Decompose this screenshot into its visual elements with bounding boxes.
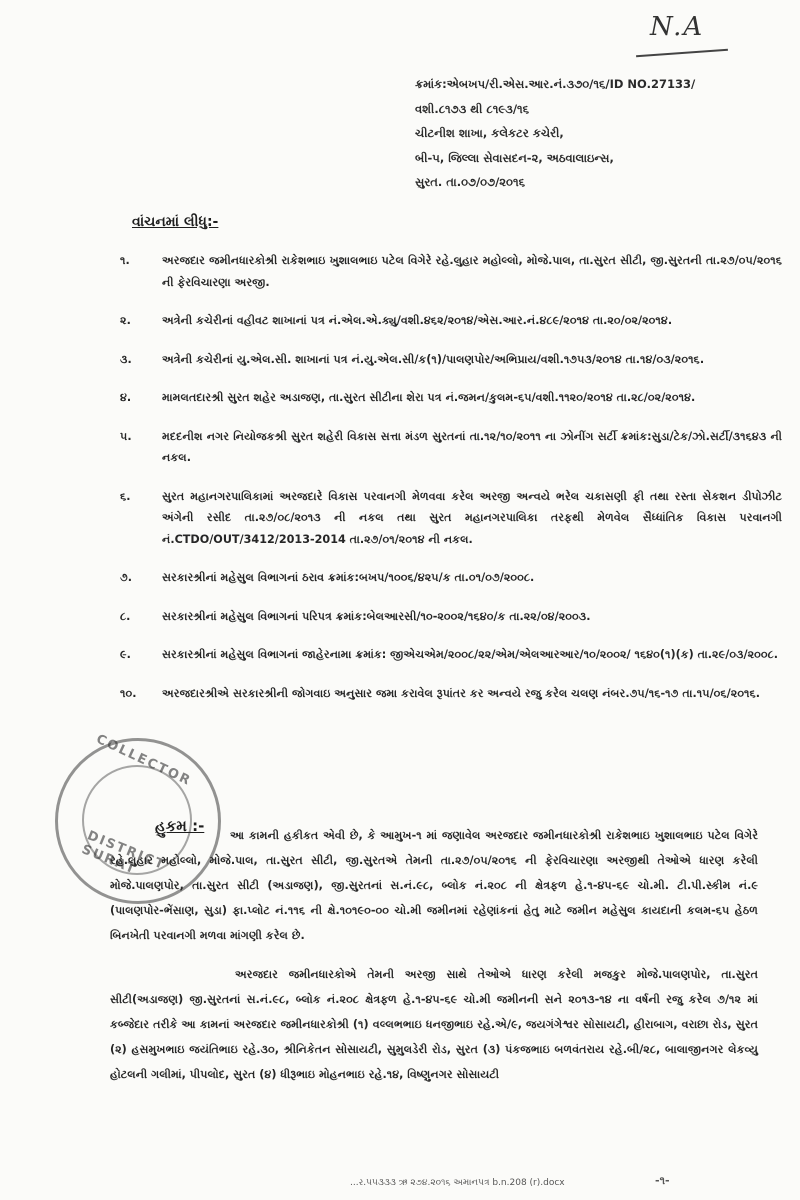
item-number: ૭. — [120, 571, 133, 584]
header-address: બી-૫, જિલ્લા સેવાસદન-૨, અઠવાલાઇન્સ, — [415, 150, 614, 165]
item-text: સરકારશ્રીનાં મહેસુલ વિભાગનાં ઠરાવ ક્રમાંક:બખપ/૧૦૦૬/૪૨૫/ક તા.૦૧/૦૭/૨૦૦૮. — [162, 571, 535, 584]
list-item — [112, 426, 782, 469]
header-inward-number: વશી.૮૧૭૩ થી ૮૧૯૩/૧૬ — [415, 101, 530, 116]
header-branch: ચીટનીશ શાખા, કલેકટર કચેરી, — [415, 126, 564, 140]
item-number: ૧૦. — [120, 686, 137, 700]
item-number: ૨. — [120, 314, 131, 327]
footer-file-name: ...ર.૫૫૩૩૩ ઋ ૨૭૪.૨૦૧૬ અમાનપત્ર b.n.208 (r).docx — [350, 1178, 565, 1188]
handwritten-underline — [636, 49, 728, 57]
item-number: ૩. — [120, 352, 132, 366]
item-text: અત્રેની કચેરીનાં યુ.એલ.સી. શાખાનાં પત્ર નં.યુ.એલ.સી/ક(૧)/પાલણપોર/અભિપ્રાય/વશી.૧૭૫૩/૨૦૧૪ તા.૧૪/૦૩/૨૦૧૬. — [162, 352, 705, 366]
item-number: ૮. — [120, 609, 131, 623]
item-text: મદદનીશ નગર નિયોજકશ્રી સુરત શહેરી વિકાસ સત્તા મંડળ સુરતનાં તા.૧૨/૧૦/૨૦૧૧ ના ઝોનીંગ સર્ટી ક્રમાંક:સુડા/ટેક/ઝો.સર્ટી/૩૧૬૪૩ ની નકલ. — [162, 429, 782, 464]
order-heading: હુકમ :- — [155, 817, 205, 835]
stamp-bottom-text: DISTRICT SURAT — [79, 828, 168, 878]
order-paragraph-2: અરજદાર જમીનધારકોએ તેમની અરજી સાથે તેઓએ ધારણ કરેલી મજકુર મોજે.પાલણપોર, તા.સુરત સીટી(અડાજણ) જી.સુરતનાં સ.નં.૯૮, બ્લોક નં.૨૦૮ ક્ષેત્રફળ હે.૧-૪૫-૬૯ ચો.મી જમીનની સને ૨૦૧૩-૧૪ ના વર્ષની રજુ કરેલ ૭/૧૨ માં કબ્જેદાર તરીકે આ કામનાં અરજદાર જમીનધારકોશ્રી (૧) વલ્લભભાઇ ધનજીભાઇ રહે.એ/૯, જયગંગેશ્વર સોસાયટી, હીરાબાગ, વરાછા રોડ, સુરત (૨) હસમુખભાઇ જયંતિભાઇ રહે.૩૦, શ્રીનિકેતન સોસાયટી, સુમુલડેરી રોડ, સુરત (૩) પંકજભાઇ બળવંતરાય રહે.બી/૨૮, બાલાજીનગર લેકવ્યુ હોટલની ગલીમાં, પીપલોદ, સુરત (૪) ધીરૂભાઇ મોહનભાઇ રહે.૧૪, વિષ્ણુનગર સોસાયટી — [110, 968, 758, 1081]
header-reference-number: ક્રમાંક:એબખપ/રી.એસ.આર.નં.૩૭૦/૧૬/ID NO.27133/ — [415, 77, 696, 91]
list-item — [112, 644, 782, 666]
item-text: સરકારશ્રીનાં મહેસુલ વિભાગનાં જાહેરનામા ક્રમાંક: જીએચએમ/૨૦૦૮/૨૨/એમ/એલઆરઆર/૧૦/૨૦૦૨/ ૧૬૪૦(૧)(ક) તા.૨૯/૦૩/૨૦૦૮. — [162, 648, 779, 661]
list-item — [112, 349, 782, 371]
read-heading: વાંચનમાં લીધુ:- — [132, 214, 219, 230]
page-number: -૧- — [655, 1174, 670, 1187]
reference-list — [112, 250, 782, 721]
item-number: ૬. — [120, 489, 131, 503]
item-number: ૯. — [120, 648, 131, 661]
item-text: મામલતદારશ્રી સુરત શહેર અડાજણ, તા.સુરત સીટીના શેરા પત્ર નં.જમન/કુલમ-૬૫/વશી.૧૧૨૦/૨૦૧૪ તા.૨૮/૦૨/૨૦૧૪. — [162, 391, 696, 404]
item-text: અત્રેની કચેરીનાં વહીવટ શાખાનાં પત્ર નં.એલ.એ.ક્યુ/વશી.૪૬૨/૨૦૧૪/એસ.આર.નં.૪૮૯/૨૦૧૪ તા.૨૦/૦૨/૨૦૧૪. — [162, 314, 673, 327]
list-item — [112, 387, 782, 409]
item-text: સુરત મહાનગરપાલિકામાં અરજદારે વિકાસ પરવાનગી મેળવવા કરેલ અરજી અન્વયે ભરેલ ચકાસણી ફી તથા રસ્તા સેકશન ડીપોઝીટ અંગેની રસીદ તા.૨૭/૦૮/૨૦૧૩ ની નકલ તથા સુરત મહાનગરપાલિકા તરફથી મેળવેલ સૈધ્ધાંતિક વિકાસ પરવાનગી નં.CTDO/OUT/3412/2013-2014 તા.૨૭/૦૧/૨૦૧૪ ની નકલ. — [162, 489, 782, 546]
header-date: સુરત. તા.૦૭/૦૭/૨૦૧૬ — [415, 175, 526, 189]
list-item — [112, 567, 782, 589]
item-number: ૪. — [120, 391, 132, 404]
list-item — [112, 606, 782, 628]
document-header — [415, 72, 785, 195]
item-text: અરજદારશ્રીએ સરકારશ્રીની જોગવાઇ અનુસાર જમા કરાવેલ રૂપાંતર કર અન્વયે રજુ કરેલ ચલણ નંબર.૭૫/૧૬-૧૭ તા.૧૫/૦૬/૨૦૧૬. — [162, 686, 761, 700]
item-text: સરકારશ્રીનાં મહેસુલ વિભાગનાં પરિપત્ર ક્રમાંક:બેલઆરસી/૧૦-૨૦૦૨/૧૬૪૦/ક તા.૨૨/૦૪/૨૦૦૩. — [162, 609, 591, 623]
stamp-top-text: COLLECTOR — [93, 731, 194, 790]
list-item — [112, 250, 782, 293]
item-number: ૧. — [120, 254, 130, 267]
item-text: અરજદાર જમીનધારકોશ્રી રાકેશભાઇ ખુશાલભાઇ પટેલ વિગેરે રહે.લુહાર મહોલ્લો, મોજે.પાલ, તા.સુરત સીટી, જી.સુરતની તા.૨૭/૦૫/૨૦૧૬ ની ફેરવિચારણા અરજી. — [162, 254, 782, 289]
item-number: ૫. — [120, 429, 132, 443]
handwritten-note: N.A — [650, 12, 705, 42]
order-paragraph-1: આ કામની હકીકત એવી છે, કે આમુખ-૧ માં જણાવેલ અરજદાર જમીનધારકોશ્રી રાકેશભાઇ ખુશાલભાઇ પટેલ વિગેરે રહે.લુહાર મહોલ્લો, મોજે.પાલ, તા.સુરત સીટી, જી.સુરતએ તેમની તા.૨૭/૦૫/૨૦૧૬ ની ફેરવિચારણા અરજીથી તેઓએ ધારણ કરેલી મોજે.પાલણપોર, તા.સુરત સીટી (અડાજણ), જી.સુરતનાં સ.નં.૯૮, બ્લોક નં.૨૦૮ ની ક્ષેત્રફળ હે.૧-૪૫-૬૯ ચો.મી. ટી.પી.સ્કીમ નં.૯ (પાલણપોર-ભેંસાણ, સુડા) ફા.પ્લોટ નં.૧૧૬ ની ક્ષે.૧૦૧૯૦-૦૦ ચો.મી જમીનમાં રહેણાંકનાં હેતુ માટે જમીન મહેસુલ કાયદાની કલમ-૬૫ હેઠળ બિનખેતી પરવાનગી મળવા માંગણી કરેલ છે. — [110, 829, 758, 942]
list-item — [112, 486, 782, 551]
list-item — [112, 683, 782, 705]
list-item — [112, 310, 782, 332]
page-footer — [0, 1168, 800, 1200]
